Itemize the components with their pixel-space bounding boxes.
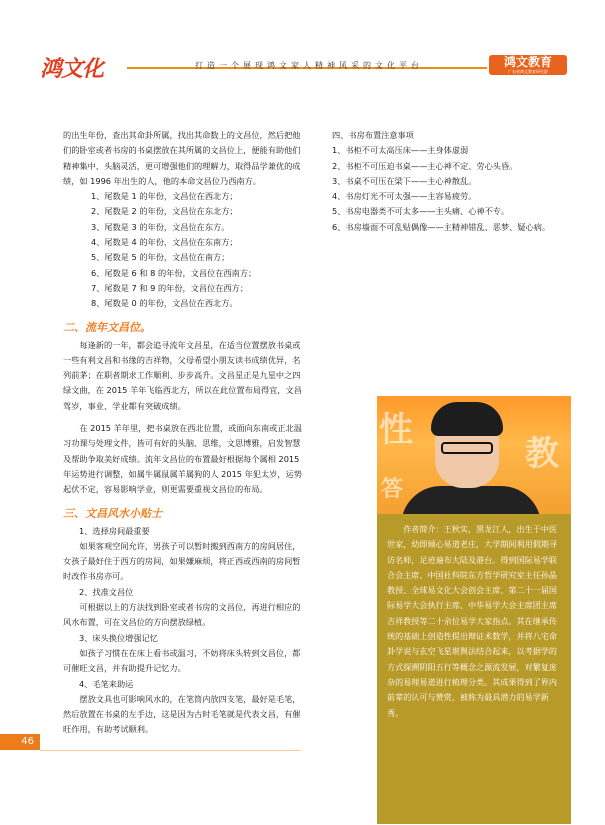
section-title: 四、书房布置注意事项 [332,130,414,140]
tip-title: 1、选择房间最重要 [79,525,150,536]
author-glasses [441,442,493,454]
section-title: 三、文昌风水小贴士 [63,506,162,520]
author-bio: 作者简介：王秋实，黑龙江人，出生于中医世家，幼即倾心易道老庄，大学期间利用假期寻访名师，足迹遍布大陆及港台。得到国际易学联合会主席、中国社科院东方哲学研究室主任孙晶教授、全球易文化大会创会主席、第二十一届国际易学大会执行主席、中华易学大会主席团主席吉祥教授等二十余位易学大家指点。其在继承传统的基础上创造性提出辩证术数学，并将八宅命卦学说与玄空飞星堪舆法结合起来，以考据学的方式探溯阴阳五行等概念之源流发展，对繁复庞杂的易理易道进行梳理分类。其成果得到了界内前辈的认可与赞赏，被称为最具潜力的易学新秀。 [387,524,557,718]
author-bio-box [377,514,571,824]
author-shirt [401,486,541,514]
brand-logo: 鸿文化 [40,57,104,82]
page-header [0,0,605,86]
tip-body: 可根据以上的方法找到卧室或者书房的文昌位，再进行相应的风水布置，可在文昌位的方向摆放绿植。 [63,602,301,628]
page-number: 46 [0,734,40,750]
list-item: 8、尾数是 0 的年份，文昌位在西北方。 [91,298,238,309]
list-item: 1、书柜不可太高压床——主身体虚弱 [332,145,469,156]
list-item: 6、书房墙面不可乱贴偶像——主精神错乱、恶梦、疑心病。 [332,221,551,232]
tip-title: 4、毛笔来助运 [79,678,134,689]
tip-body: 摆放文具也可影响风水的，在笔筒内放四支笔，最好是毛笔，然后放置在书桌的左手边，这是因为古时毛笔就是代表文昌，有催旺作用，有助考试顺利。 [63,693,301,735]
list-item: 4、尾数是 4 的年份，文昌位在东南方； [91,237,238,248]
header-slogan: 打造一个展现鸿文家人精神风采的文化平台 [195,61,423,70]
tip-title: 3、床头换位增强记忆 [79,632,158,643]
publisher-logo-sub: 广东省鸿文教育研究院 [508,69,548,74]
footer-rule [40,750,300,751]
list-item: 3、书桌不可压在梁下——主心神散乱。 [332,175,477,186]
body-paragraph: 在 2015 羊年里，把书桌放在西北位置，或面向东南或正北温习功课与处理文件，皆可有好的头脑、思维，文思博雅，启发智慧及帮助争取美好成绩。流年文昌位的布置最好根据每个属相 2015 年运势进行调整，如属牛属鼠属羊属狗的人 2015 年犯太岁，运势起伏不定，容易影响学业，则更需要重视文昌位的布局。 [63,423,302,495]
author-photo [377,396,571,514]
tip-title: 2、找准文昌位 [79,586,134,597]
publisher-logo-text: 鸿文教育 [503,55,552,69]
tip-body: 如孩子习惯在在床上看书或温习，不妨将床头转到文昌位，都可催旺文昌，并有助提升记忆力。 [63,647,301,674]
list-item: 5、书房电器类不可太多——主头痛、心神不专。 [332,206,510,217]
photo-backdrop-text: 答 [381,477,404,502]
photo-backdrop-text: 教 [525,434,559,474]
list-item: 7、尾数是 7 和 9 的年份，文昌位在西方； [91,282,249,293]
author-hair [431,402,503,436]
intro-paragraph: 的出生年份，查出其命卦所属，找出其命数上的文昌位，然后把他们的卧室或者书房的书桌摆放在其所属的文昌位上，便能有助他们精神集中、头脑灵活，更可增强他们的理解力，取得品学兼优的成绩，如 1996 年出生的人，他的本命文昌位乃西南方。 [63,130,301,186]
publisher-logo [489,55,567,75]
list-item: 3、尾数是 3 的年份，文昌位在东方。 [91,221,230,232]
left-column [63,128,308,738]
list-item: 2、尾数是 2 的年份，文昌位在东北方； [91,206,238,217]
section-title: 二、流年文昌位。 [63,320,151,334]
list-item: 2、书柜不可压迫书桌——主心神不定、劳心头昏。 [332,160,518,171]
photo-backdrop-text: 性 [379,410,413,450]
list-item: 4、书房灯光不可太强——主容易疲劳。 [332,191,477,202]
list-item: 5、尾数是 5 的年份，文昌位在南方； [91,252,230,263]
list-item: 1、尾数是 1 的年份，文昌位在西北方； [91,191,238,202]
body-paragraph: 每逢新的一年，都会追寻流年文昌星，在适当位置摆放书桌或一些有利文昌和书缘的吉祥物，父母希望小朋友读书成绩优异，名列前茅；在职者期求工作顺利、步步高升。文昌星正是九星中之四绿文曲，在 2015 羊年飞临西北方，所以在此位置布局得宜，文昌驾岁，事业、学业都有突破成绩。 [63,339,302,411]
list-item: 6、尾数是 6 和 8 的年份，文昌位在西南方； [91,267,257,278]
right-column [318,128,568,235]
tip-body: 如果客观空间允许，男孩子可以暂时搬到西南方的房间居住，女孩子最好住于西方的房间，如果嫌麻烦，将正西或西南的房间暂时改作书房亦可。 [63,540,301,582]
